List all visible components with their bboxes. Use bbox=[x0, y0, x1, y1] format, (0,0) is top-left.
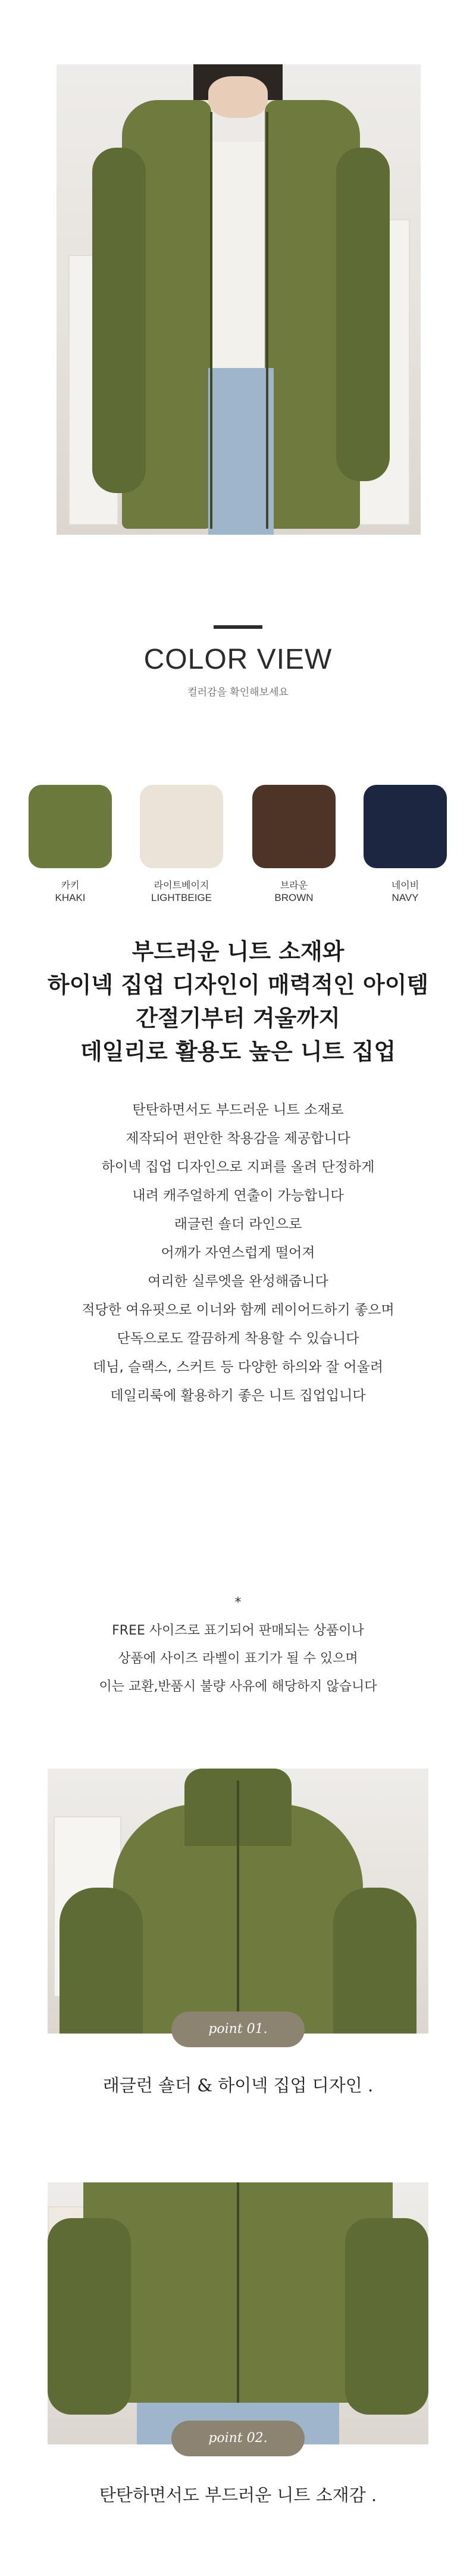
swatch-label-ko: 카키 bbox=[61, 880, 80, 891]
description-line: 래글런 숄더 라인으로 bbox=[174, 1217, 302, 1232]
description-line: 단독으로도 깔끔하게 착용할 수 있습니다 bbox=[117, 1331, 359, 1346]
point-02-badge: point 02. bbox=[171, 2421, 305, 2456]
description-line: 데님, 슬랙스, 스커트 등 다양한 하의와 잘 어울려 bbox=[93, 1359, 383, 1375]
swatch-brown bbox=[252, 785, 336, 868]
notice-line: 상품에 사이즈 라벨이 표기가 될 수 있으며 bbox=[118, 1651, 358, 1666]
swatch-label-en: KHAKI bbox=[55, 892, 86, 903]
swatch-label-en: LIGHTBEIGE bbox=[151, 892, 212, 903]
swatch-label-en: NAVY bbox=[392, 892, 419, 903]
description-line: 제작되어 편안한 착용감을 제공합니다 bbox=[126, 1131, 350, 1146]
notice-line: 이는 교환,반품시 불량 사유에 해당하지 않습니다 bbox=[99, 1679, 377, 1694]
point-01-photo bbox=[48, 1769, 428, 2034]
headline-line: 하이넥 집업 디자인이 매력적인 아이템 bbox=[47, 972, 429, 998]
product-description bbox=[0, 1096, 476, 1410]
swatch-label-ko: 라이트베이지 bbox=[154, 880, 209, 891]
description-line: 어깨가 자연스럽게 떨어져 bbox=[161, 1245, 315, 1261]
hero-product-photo bbox=[57, 64, 421, 535]
point-02-photo bbox=[48, 2182, 428, 2444]
swatch-navy bbox=[364, 785, 447, 868]
swatch-label-en: BROWN bbox=[274, 892, 314, 903]
description-line: 여리한 실루엣을 완성해줍니다 bbox=[148, 1274, 328, 1289]
swatch-label-ko: 브라운 bbox=[280, 880, 308, 891]
description-line: 적당한 여유핏으로 이너와 함께 레이어드하기 좋으며 bbox=[82, 1302, 394, 1318]
description-line: 하이넥 집업 디자인으로 지퍼를 올려 단정하게 bbox=[101, 1159, 375, 1175]
point-01-badge: point 01. bbox=[171, 2011, 305, 2047]
headline-line: 부드러운 니트 소재와 bbox=[131, 938, 345, 965]
color-view-subtitle: 컬러감을 확인해보세요 bbox=[187, 687, 289, 698]
point-01-caption: 래글런 숄더 & 하이넥 집업 디자인 . bbox=[102, 2075, 374, 2095]
swatch-label-ko: 네이비 bbox=[391, 880, 419, 891]
headline-line: 간절기부터 겨울까지 bbox=[136, 1005, 340, 1031]
notice-asterisk: * bbox=[234, 1595, 242, 1610]
point-02-caption: 탄탄하면서도 부드러운 니트 소재감 . bbox=[99, 2485, 377, 2505]
color-view-title: COLOR VIEW bbox=[143, 644, 333, 675]
description-line: 내려 캐주얼하게 연출이 가능합니다 bbox=[132, 1188, 344, 1203]
product-headline bbox=[0, 935, 476, 1068]
size-notice bbox=[0, 1589, 476, 1701]
title-divider bbox=[214, 625, 262, 629]
swatch-lightbeige bbox=[140, 785, 223, 868]
description-line: 데일리룩에 활용하기 좋은 니트 집업입니다 bbox=[110, 1388, 366, 1404]
swatch-khaki bbox=[29, 785, 112, 868]
notice-line: FREE 사이즈로 표기되어 판매되는 상품이나 bbox=[112, 1623, 364, 1638]
headline-line: 데일리로 활용도 높은 니트 집업 bbox=[80, 1038, 396, 1065]
description-line: 탄탄하면서도 부드러운 니트 소재로 bbox=[132, 1102, 344, 1118]
